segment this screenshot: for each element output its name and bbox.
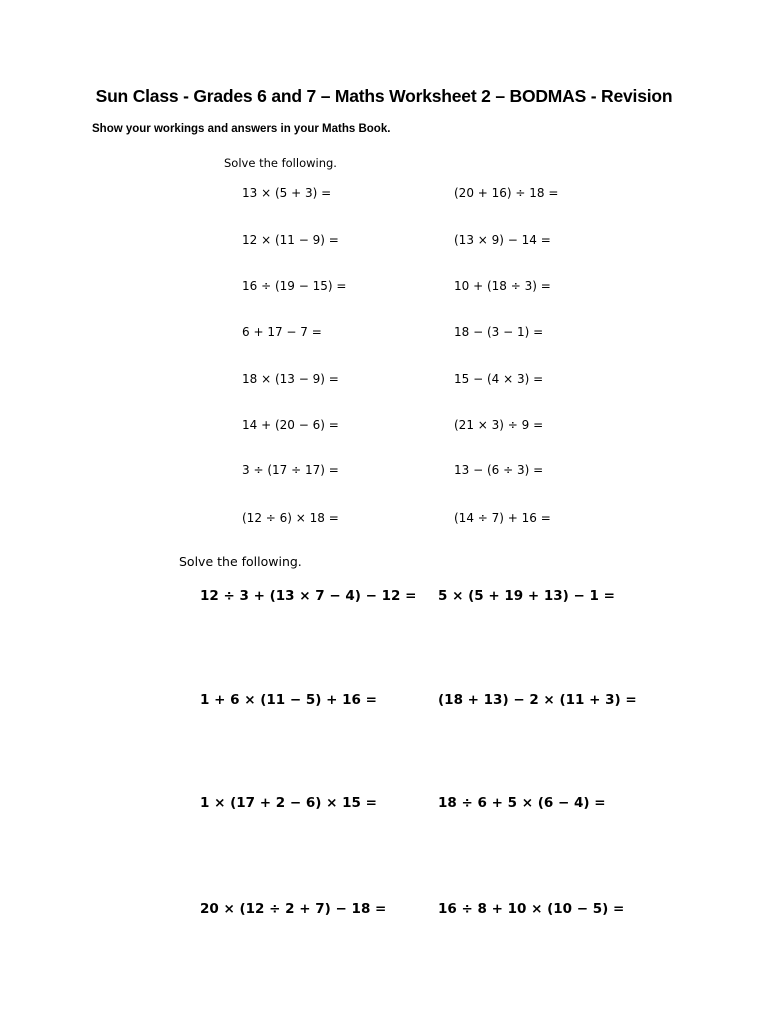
- section1-question: 6 + 17 − 7 =: [242, 325, 322, 339]
- section1-question: (14 ÷ 7) + 16 =: [454, 511, 551, 525]
- section1-question: 10 + (18 ÷ 3) =: [454, 279, 551, 293]
- section1-question: 13 × (5 + 3) =: [242, 186, 332, 200]
- section1-question: 16 ÷ (19 − 15) =: [242, 279, 347, 293]
- section2-question: 1 + 6 × (11 − 5) + 16 =: [200, 692, 377, 708]
- section1-question: 18 × (13 − 9) =: [242, 372, 339, 386]
- section2-heading: Solve the following.: [179, 554, 302, 569]
- section1-question: (21 × 3) ÷ 9 =: [454, 418, 544, 432]
- section1-question: 3 ÷ (17 ÷ 17) =: [242, 463, 339, 477]
- section1-heading: Solve the following.: [224, 156, 337, 170]
- section1-question: (20 + 16) ÷ 18 =: [454, 186, 559, 200]
- section1-question: 18 − (3 − 1) =: [454, 325, 544, 339]
- section2-question: 12 ÷ 3 + (13 × 7 − 4) − 12 =: [200, 588, 417, 604]
- worksheet-title: Sun Class - Grades 6 and 7 – Maths Worksheet 2 – BODMAS - Revision: [95, 86, 673, 106]
- section1-question: 15 − (4 × 3) =: [454, 372, 544, 386]
- section1-question: 12 × (11 − 9) =: [242, 233, 339, 247]
- section1-question: 14 + (20 − 6) =: [242, 418, 339, 432]
- section1-question: (13 × 9) − 14 =: [454, 233, 551, 247]
- section2-question: 1 × (17 + 2 − 6) × 15 =: [200, 795, 377, 811]
- section2-question: (18 + 13) − 2 × (11 + 3) =: [438, 692, 637, 708]
- section2-question: 16 ÷ 8 + 10 × (10 − 5) =: [438, 901, 625, 917]
- section2-question: 5 × (5 + 19 + 13) − 1 =: [438, 588, 615, 604]
- section2-question: 20 × (12 ÷ 2 + 7) − 18 =: [200, 901, 387, 917]
- worksheet-instruction: Show your workings and answers in your Maths Book.: [92, 123, 391, 135]
- section2-question: 18 ÷ 6 + 5 × (6 − 4) =: [438, 795, 606, 811]
- section1-question: (12 ÷ 6) × 18 =: [242, 511, 339, 525]
- section1-question: 13 − (6 ÷ 3) =: [454, 463, 544, 477]
